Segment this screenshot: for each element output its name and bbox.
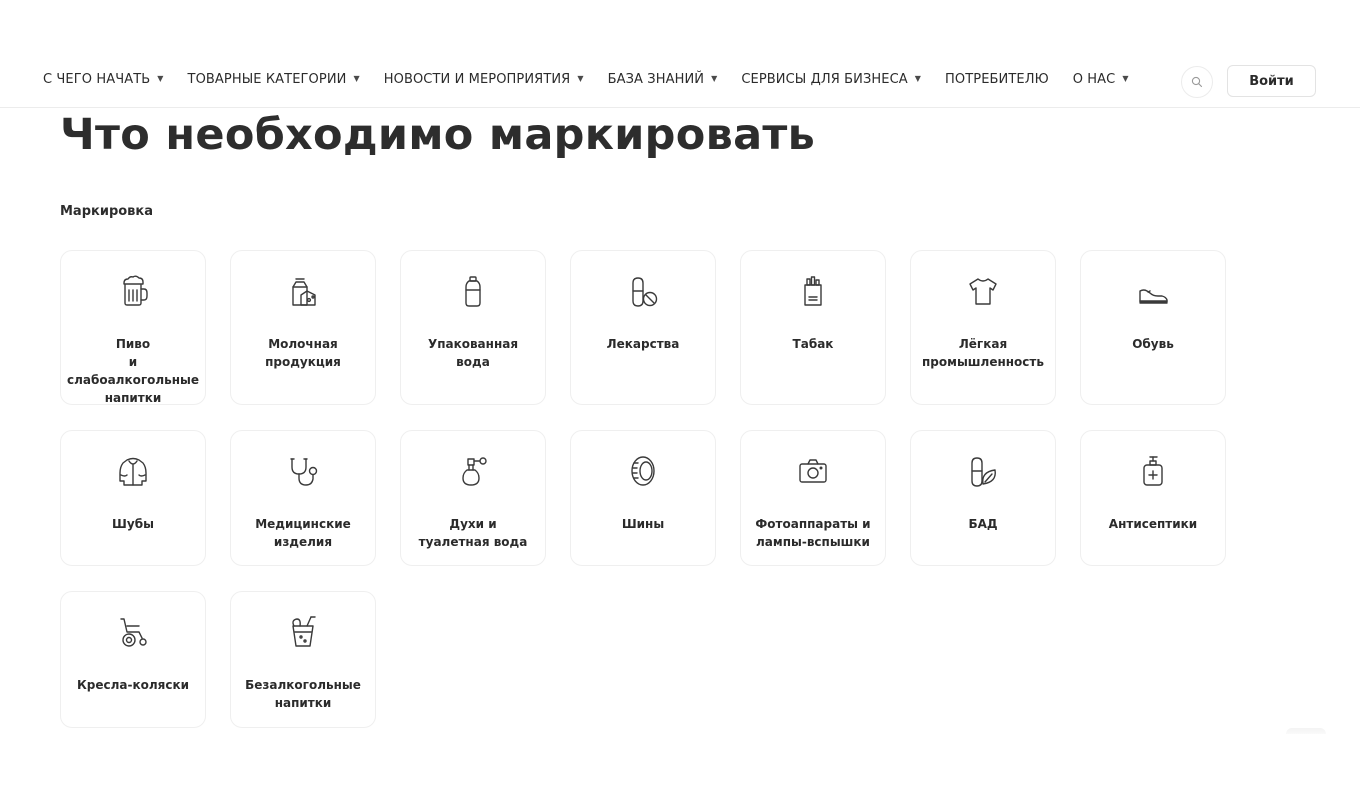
category-label: Духи и туалетная вода: [418, 517, 528, 549]
nav-item-label: С ЧЕГО НАЧАТЬ: [43, 72, 151, 87]
category-card[interactable]: [60, 591, 206, 728]
beer-mug-icon: [113, 271, 153, 311]
tshirt-icon: [963, 271, 1003, 311]
nav-item-label: ПОТРЕБИТЕЛЮ: [945, 72, 1049, 87]
category-label: Шины: [621, 517, 665, 531]
category-label: Медицинские изделия: [255, 517, 351, 549]
category-label: Лекарства: [606, 337, 680, 351]
nav-item-2[interactable]: [384, 72, 584, 87]
nav-item-0[interactable]: [43, 72, 164, 87]
nav-item-3[interactable]: [608, 72, 718, 87]
category-label: БАД: [968, 517, 998, 531]
category-card[interactable]: [1080, 250, 1226, 405]
category-card[interactable]: [400, 430, 546, 566]
nav-item-6[interactable]: [1073, 72, 1129, 87]
milk-carton-icon: [283, 271, 323, 311]
sanitizer-bottle-icon: [1133, 451, 1173, 491]
nav-item-label: НОВОСТИ И МЕРОПРИЯТИЯ: [383, 72, 571, 87]
category-label: Пиво и слабоалкогольные напитки: [66, 337, 200, 405]
nav-item-label: ТОВАРНЫЕ КАТЕГОРИИ: [187, 72, 347, 87]
category-card[interactable]: [230, 250, 376, 405]
category-label: Фотоаппараты и лампы-вспышки: [755, 517, 871, 549]
category-card[interactable]: [230, 591, 376, 728]
perfume-icon: [453, 451, 493, 491]
caret-down-icon: ▼: [711, 74, 718, 83]
category-label: Шубы: [112, 517, 154, 531]
category-card[interactable]: [1080, 430, 1226, 566]
category-card[interactable]: [910, 250, 1056, 405]
stethoscope-icon: [283, 451, 323, 491]
category-label: Лёгкая промышленность: [922, 337, 1044, 369]
nav-item-label: БАЗА ЗНАНИЙ: [607, 72, 705, 87]
tire-icon: [623, 451, 663, 491]
category-card[interactable]: [60, 250, 206, 405]
category-label: Безалкогольные напитки: [245, 678, 361, 710]
category-label: Антисептики: [1108, 517, 1198, 531]
sneaker-icon: [1133, 271, 1173, 311]
nav-item-label: О НАС: [1072, 72, 1116, 87]
caret-down-icon: ▼: [577, 74, 584, 83]
category-card[interactable]: [740, 250, 886, 405]
page-title: Что необходимо маркировать: [60, 110, 816, 160]
category-card[interactable]: [910, 430, 1056, 566]
category-card[interactable]: [60, 430, 206, 566]
section-label: Маркировка: [60, 204, 154, 219]
top-navigation-bar: [0, 56, 1360, 108]
category-card[interactable]: [570, 250, 716, 405]
login-button[interactable]: Войти: [1227, 65, 1316, 97]
caret-down-icon: ▼: [353, 74, 360, 83]
camera-icon: [793, 451, 833, 491]
category-label: Табак: [792, 337, 834, 351]
soft-drink-icon: [283, 612, 323, 652]
scroll-to-top-hint[interactable]: [1286, 728, 1326, 734]
pill-icon: [623, 271, 663, 311]
fur-coat-icon: [113, 451, 153, 491]
nav-item-4[interactable]: [741, 72, 921, 87]
category-card[interactable]: [740, 430, 886, 566]
category-card[interactable]: [570, 430, 716, 566]
nav-item-label: СЕРВИСЫ ДЛЯ БИЗНЕСА: [741, 72, 908, 87]
nav-item-5[interactable]: [945, 72, 1049, 87]
nav-item-1[interactable]: [188, 72, 360, 87]
category-card[interactable]: [400, 250, 546, 405]
category-label: Молочная продукция: [265, 337, 341, 369]
caret-down-icon: ▼: [914, 74, 922, 83]
category-label: Обувь: [1132, 337, 1174, 351]
wheelchair-icon: [113, 612, 153, 652]
search-icon: [1191, 76, 1203, 88]
category-label: Упакованная вода: [427, 337, 519, 369]
main-nav: [43, 72, 1153, 87]
search-button[interactable]: [1181, 66, 1213, 98]
caret-down-icon: ▼: [157, 74, 164, 83]
category-label: Кресла-коляски: [76, 678, 190, 692]
cigarette-pack-icon: [793, 271, 833, 311]
supplement-leaf-icon: [963, 451, 1003, 491]
water-bottle-icon: [453, 271, 493, 311]
caret-down-icon: ▼: [1122, 74, 1129, 83]
category-card[interactable]: [230, 430, 376, 566]
